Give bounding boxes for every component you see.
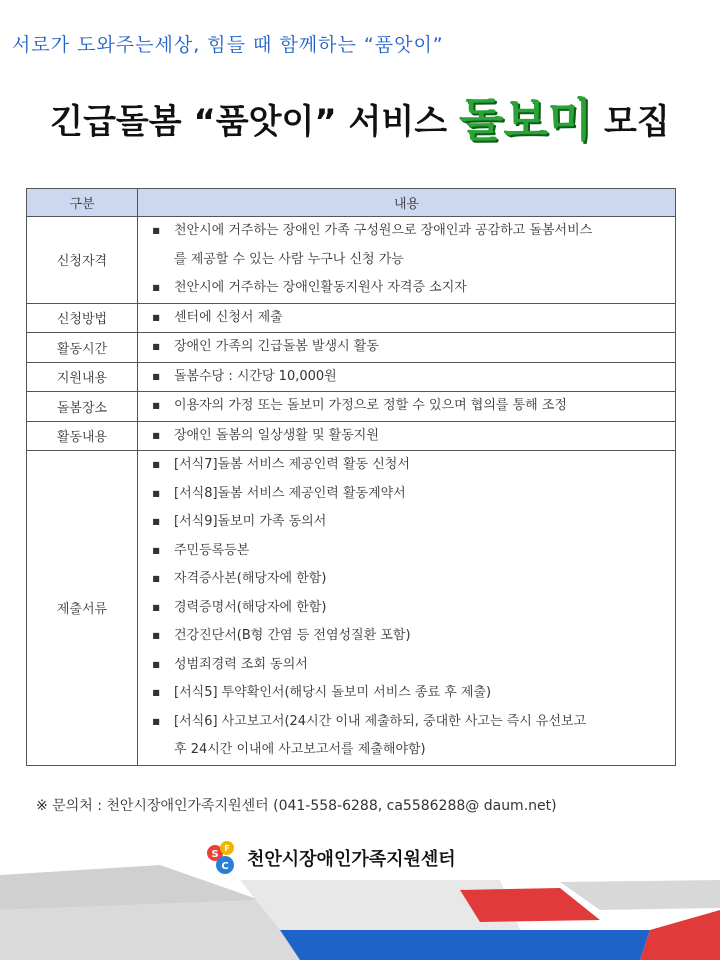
list-item: ■ 천안시에 거주하는 장애인 가족 구성원으로 장애인과 공감하고 돌봄서비스 (138, 217, 675, 246)
square-bullet-icon: ■ (152, 659, 160, 669)
row-content (138, 421, 676, 451)
row-content (138, 392, 676, 422)
list-item: ■ 자격증사본(해당자에 한함) (138, 565, 675, 594)
org-name: 천안시장애인가족지원센터 (247, 849, 456, 870)
list-item-continuation: 후 24시간 이내에 사고보고서를 제출해야함) (174, 742, 426, 757)
square-bullet-icon: ■ (152, 602, 160, 612)
list-item: ■ 주민등록등본 (138, 537, 675, 566)
deco-red-right (640, 910, 720, 960)
list-item: ■ 센터에 신청서 제출 (138, 304, 675, 333)
list-item: ■ 돌봄수당 : 시간당 10,000원 (138, 363, 675, 392)
list-item: ■ 장애인 돌봄의 일상생활 및 활동지원 (138, 422, 675, 451)
square-bullet-icon: ■ (152, 517, 160, 526)
footer-decoration (0, 860, 720, 960)
row-content (138, 217, 676, 304)
tagline: 서로가 도와주는세상, 힘들 때 함께하는 “품앗이” (12, 34, 444, 56)
logo-letter-f: F (224, 844, 230, 853)
table-row (27, 392, 676, 422)
deco-blue-band (280, 930, 650, 960)
header-content: 내용 (138, 189, 676, 217)
list-item: ■ [서식9]돌보미 가족 동의서 (138, 508, 675, 537)
table-row (27, 421, 676, 451)
deco-grey-left-lower (0, 900, 300, 960)
row-category: 돌봄장소 (27, 392, 138, 422)
row-category: 활동내용 (27, 421, 138, 451)
square-bullet-icon: ■ (152, 371, 160, 381)
table-row (27, 451, 676, 766)
list-item: ■ [서식5] 투약확인서(해당시 돌보미 서비스 종료 후 제출) (138, 679, 675, 708)
header-category: 구분 (27, 189, 138, 217)
square-bullet-icon: ■ (152, 488, 160, 498)
square-bullet-icon: ■ (152, 574, 160, 583)
title-suffix: 모집 (604, 102, 670, 142)
info-table (26, 188, 676, 766)
logo-letter-s: S (211, 849, 219, 860)
deco-grey-right (560, 880, 720, 910)
table-row (27, 303, 676, 333)
square-bullet-icon: ■ (152, 430, 160, 440)
square-bullet-icon: ■ (152, 226, 160, 235)
row-category: 신청자격 (27, 217, 138, 304)
row-category: 제출서류 (27, 451, 138, 766)
list-item: ■ 이용자의 가정 또는 돌보미 가정으로 정할 수 있으며 협의를 통해 조정 (138, 392, 675, 421)
page-title (0, 84, 720, 150)
row-category: 신청방법 (27, 303, 138, 333)
list-item: ■ [서식7]돌봄 서비스 제공인력 활동 신청서 (138, 451, 675, 480)
list-item: ■ 장애인 가족의 긴급돌봄 발생시 활동 (138, 333, 675, 362)
row-content (138, 333, 676, 363)
row-content (138, 303, 676, 333)
row-content (138, 451, 676, 766)
list-item: ■ 건강진단서(B형 간염 등 전염성질환 포함) (138, 622, 675, 651)
list-item-continuation: 를 제공할 수 있는 사람 누구나 신청 가능 (174, 251, 404, 267)
square-bullet-icon: ■ (152, 312, 160, 322)
square-bullet-icon: ■ (152, 545, 160, 555)
contact-info: ※ 문의처 : 천안시장애인가족지원센터 (041-558-6288, ca5586288@ daum.net) (36, 798, 557, 814)
list-item: ■ 성범죄경력 조회 동의서 (138, 651, 675, 680)
title-prefix: 긴급돌봄 “품앗이” 서비스 (50, 102, 448, 142)
square-bullet-icon: ■ (152, 460, 160, 469)
table-row (27, 333, 676, 363)
row-category: 지원내용 (27, 362, 138, 392)
table-row (27, 217, 676, 304)
square-bullet-icon: ■ (152, 631, 160, 640)
table-header-row (27, 189, 676, 217)
row-content (138, 362, 676, 392)
list-item: ■ 경력증명서(해당자에 한함) (138, 594, 675, 623)
logo-letter-c: C (221, 861, 229, 872)
list-item: ■ [서식8]돌봄 서비스 제공인력 활동계약서 (138, 480, 675, 509)
list-item: ■ 천안시에 거주하는 장애인활동지원사 자격증 소지자 (138, 274, 675, 303)
square-bullet-icon: ■ (152, 283, 160, 292)
row-category: 활동시간 (27, 333, 138, 363)
table-row (27, 362, 676, 392)
square-bullet-icon: ■ (152, 401, 160, 410)
square-bullet-icon: ■ (152, 688, 160, 697)
square-bullet-icon: ■ (152, 342, 160, 351)
title-accent: 돌보미 (458, 93, 593, 147)
square-bullet-icon: ■ (152, 716, 160, 726)
list-item: ■ [서식6] 사고보고서(24시간 이내 제출하되, 중대한 사고는 즉시 유선보고 (138, 708, 675, 737)
